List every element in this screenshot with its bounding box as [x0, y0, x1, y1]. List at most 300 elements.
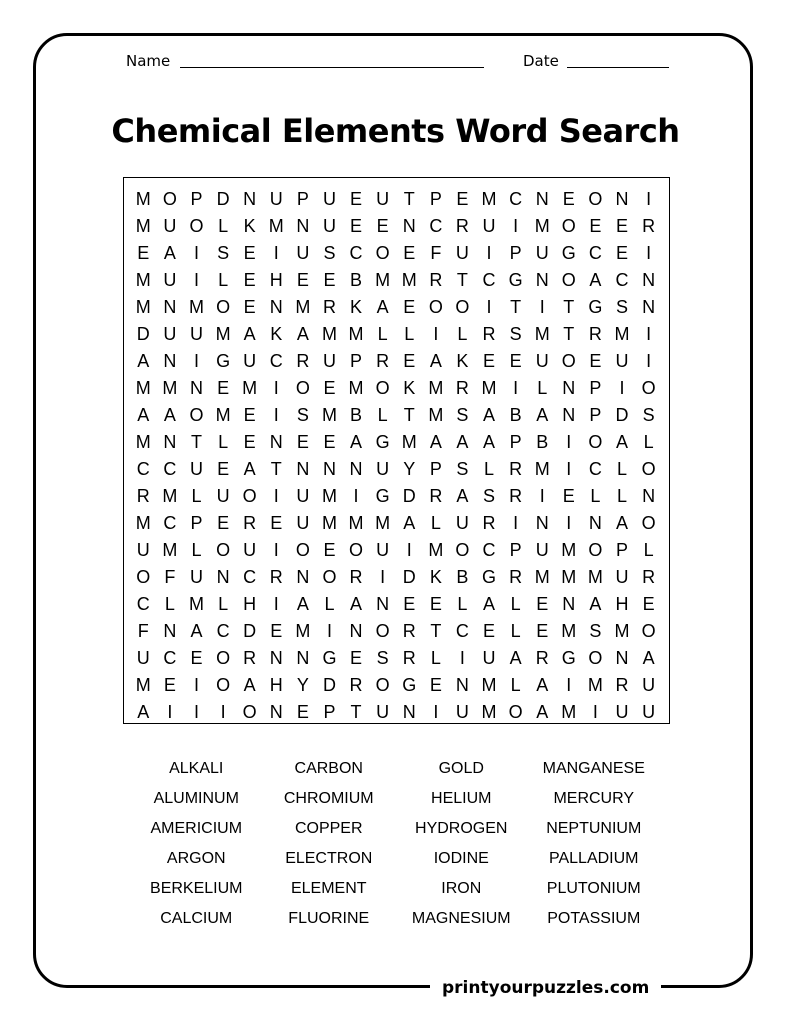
grid-letter[interactable]: M: [534, 567, 550, 587]
grid-letter[interactable]: L: [537, 378, 548, 398]
grid-letter[interactable]: M: [215, 324, 231, 344]
grid-letter[interactable]: R: [376, 351, 390, 371]
grid-letter[interactable]: L: [191, 486, 202, 506]
grid-letter[interactable]: H: [615, 594, 629, 614]
grid-letter[interactable]: L: [218, 270, 229, 290]
grid-letter[interactable]: E: [615, 243, 628, 263]
grid-letter[interactable]: M: [295, 621, 311, 641]
grid-letter[interactable]: E: [376, 216, 389, 236]
grid-letter[interactable]: E: [270, 621, 283, 641]
grid-letter[interactable]: E: [323, 378, 336, 398]
date-line[interactable]: [567, 67, 669, 68]
grid-letter[interactable]: K: [270, 324, 283, 344]
grid-letter[interactable]: O: [322, 567, 337, 587]
grid-letter[interactable]: N: [535, 270, 549, 290]
grid-letter[interactable]: U: [535, 351, 549, 371]
grid-letter[interactable]: E: [190, 648, 203, 668]
grid-letter[interactable]: O: [455, 297, 470, 317]
grid-letter[interactable]: E: [163, 675, 176, 695]
grid-letter[interactable]: G: [561, 243, 576, 263]
grid-letter[interactable]: O: [162, 189, 177, 209]
grid-letter[interactable]: N: [269, 648, 283, 668]
grid-letter[interactable]: O: [561, 216, 576, 236]
grid-letter[interactable]: I: [566, 513, 572, 533]
grid-letter[interactable]: R: [269, 567, 283, 587]
grid-letter[interactable]: E: [403, 351, 416, 371]
grid-letter[interactable]: M: [348, 513, 364, 533]
grid-letter[interactable]: E: [323, 432, 336, 452]
grid-letter[interactable]: I: [619, 378, 625, 398]
grid-letter[interactable]: S: [456, 405, 469, 425]
grid-letter[interactable]: H: [243, 594, 257, 614]
grid-letter[interactable]: K: [456, 351, 469, 371]
grid-letter[interactable]: E: [536, 594, 549, 614]
grid-letter[interactable]: E: [217, 378, 230, 398]
grid-letter[interactable]: U: [243, 351, 257, 371]
grid-letter[interactable]: U: [136, 540, 150, 560]
grid-letter[interactable]: U: [535, 540, 549, 560]
grid-letter[interactable]: A: [536, 675, 549, 695]
grid-letter[interactable]: S: [323, 243, 336, 263]
grid-letter[interactable]: R: [243, 513, 257, 533]
grid-letter[interactable]: T: [430, 621, 442, 641]
grid-letter[interactable]: M: [561, 540, 577, 560]
grid-letter[interactable]: U: [482, 648, 496, 668]
grid-letter[interactable]: L: [616, 459, 627, 479]
grid-letter[interactable]: P: [509, 540, 522, 560]
grid-letter[interactable]: M: [188, 297, 204, 317]
grid-letter[interactable]: A: [483, 594, 496, 614]
grid-letter[interactable]: G: [588, 297, 603, 317]
grid-letter[interactable]: N: [535, 513, 549, 533]
grid-letter[interactable]: O: [375, 378, 390, 398]
grid-letter[interactable]: E: [589, 351, 602, 371]
grid-letter[interactable]: A: [296, 594, 309, 614]
grid-letter[interactable]: P: [509, 243, 522, 263]
grid-letter[interactable]: R: [296, 351, 310, 371]
grid-letter[interactable]: N: [269, 432, 283, 452]
grid-letter[interactable]: A: [536, 405, 549, 425]
grid-letter[interactable]: I: [380, 567, 386, 587]
grid-letter[interactable]: R: [429, 270, 443, 290]
grid-letter[interactable]: E: [456, 189, 469, 209]
grid-letter[interactable]: P: [429, 189, 442, 209]
grid-letter[interactable]: E: [429, 594, 442, 614]
grid-letter[interactable]: M: [321, 486, 337, 506]
grid-letter[interactable]: K: [429, 567, 442, 587]
grid-letter[interactable]: I: [353, 486, 359, 506]
grid-letter[interactable]: L: [324, 594, 335, 614]
grid-letter[interactable]: G: [482, 567, 497, 587]
grid-letter[interactable]: N: [455, 675, 469, 695]
grid-letter[interactable]: E: [403, 297, 416, 317]
grid-letter[interactable]: R: [322, 297, 336, 317]
grid-letter[interactable]: S: [642, 405, 655, 425]
grid-letter[interactable]: N: [163, 351, 177, 371]
grid-letter[interactable]: M: [375, 270, 391, 290]
grid-letter[interactable]: M: [481, 702, 497, 722]
grid-letter[interactable]: K: [243, 216, 256, 236]
grid-letter[interactable]: U: [535, 243, 549, 263]
grid-letter[interactable]: M: [614, 324, 630, 344]
grid-letter[interactable]: A: [483, 405, 496, 425]
grid-letter[interactable]: T: [350, 702, 362, 722]
grid-letter[interactable]: C: [615, 270, 629, 290]
grid-letter[interactable]: A: [296, 324, 309, 344]
grid-letter[interactable]: M: [375, 513, 391, 533]
grid-letter[interactable]: N: [402, 216, 416, 236]
grid-letter[interactable]: M: [135, 513, 151, 533]
grid-letter[interactable]: K: [350, 297, 363, 317]
grid-letter[interactable]: I: [273, 594, 279, 614]
grid-letter[interactable]: O: [588, 432, 603, 452]
grid-letter[interactable]: A: [456, 432, 469, 452]
grid-letter[interactable]: E: [243, 243, 256, 263]
grid-letter[interactable]: L: [377, 405, 388, 425]
grid-letter[interactable]: O: [216, 540, 231, 560]
grid-letter[interactable]: M: [587, 567, 603, 587]
grid-letter[interactable]: Y: [296, 675, 309, 695]
grid-letter[interactable]: U: [376, 702, 390, 722]
grid-letter[interactable]: O: [641, 459, 656, 479]
grid-letter[interactable]: M: [534, 216, 550, 236]
grid-letter[interactable]: E: [296, 432, 309, 452]
grid-letter[interactable]: S: [483, 486, 496, 506]
grid-letter[interactable]: I: [406, 540, 412, 560]
grid-letter[interactable]: A: [190, 621, 203, 641]
grid-letter[interactable]: R: [349, 567, 363, 587]
grid-letter[interactable]: U: [376, 540, 390, 560]
grid-letter[interactable]: I: [539, 486, 545, 506]
grid-letter[interactable]: R: [535, 648, 549, 668]
grid-letter[interactable]: N: [163, 621, 177, 641]
grid-letter[interactable]: N: [296, 459, 310, 479]
grid-letter[interactable]: P: [350, 351, 363, 371]
grid-letter[interactable]: U: [296, 513, 310, 533]
grid-letter[interactable]: E: [642, 594, 655, 614]
grid-letter[interactable]: R: [642, 216, 656, 236]
grid-letter[interactable]: P: [190, 189, 203, 209]
grid-letter[interactable]: C: [136, 594, 150, 614]
grid-letter[interactable]: I: [193, 270, 199, 290]
grid-letter[interactable]: N: [535, 189, 549, 209]
grid-letter[interactable]: A: [243, 324, 256, 344]
grid-letter[interactable]: Y: [403, 459, 416, 479]
grid-letter[interactable]: S: [217, 243, 230, 263]
name-line[interactable]: [180, 67, 484, 68]
grid-letter[interactable]: M: [534, 459, 550, 479]
grid-letter[interactable]: O: [641, 621, 656, 641]
grid-letter[interactable]: N: [163, 297, 177, 317]
grid-letter[interactable]: M: [162, 540, 178, 560]
grid-letter[interactable]: T: [456, 270, 468, 290]
grid-letter[interactable]: I: [486, 243, 492, 263]
grid-letter[interactable]: E: [243, 405, 256, 425]
grid-letter[interactable]: N: [588, 513, 602, 533]
grid-letter[interactable]: O: [561, 270, 576, 290]
grid-letter[interactable]: A: [350, 432, 363, 452]
grid-letter[interactable]: L: [510, 621, 521, 641]
grid-letter[interactable]: L: [430, 648, 441, 668]
grid-letter[interactable]: N: [615, 648, 629, 668]
grid-letter[interactable]: E: [350, 648, 363, 668]
grid-letter[interactable]: N: [562, 594, 576, 614]
grid-letter[interactable]: D: [615, 405, 629, 425]
grid-letter[interactable]: C: [509, 189, 523, 209]
grid-letter[interactable]: B: [350, 405, 363, 425]
grid-letter[interactable]: I: [273, 486, 279, 506]
grid-letter[interactable]: N: [642, 486, 656, 506]
grid-letter[interactable]: R: [482, 324, 496, 344]
grid-letter[interactable]: U: [615, 702, 629, 722]
grid-letter[interactable]: A: [137, 351, 150, 371]
grid-letter[interactable]: E: [536, 621, 549, 641]
grid-letter[interactable]: P: [429, 459, 442, 479]
grid-letter[interactable]: I: [513, 513, 519, 533]
grid-letter[interactable]: O: [349, 540, 364, 560]
grid-letter[interactable]: I: [193, 351, 199, 371]
grid-letter[interactable]: D: [402, 486, 416, 506]
grid-letter[interactable]: F: [164, 567, 176, 587]
grid-letter[interactable]: E: [562, 189, 575, 209]
grid-letter[interactable]: I: [566, 459, 572, 479]
grid-letter[interactable]: O: [216, 297, 231, 317]
grid-letter[interactable]: N: [216, 567, 230, 587]
grid-letter[interactable]: O: [588, 648, 603, 668]
grid-letter[interactable]: U: [136, 648, 150, 668]
grid-letter[interactable]: I: [273, 540, 279, 560]
grid-letter[interactable]: M: [348, 378, 364, 398]
grid-letter[interactable]: I: [486, 297, 492, 317]
grid-letter[interactable]: C: [349, 243, 363, 263]
grid-letter[interactable]: U: [296, 486, 310, 506]
grid-letter[interactable]: E: [483, 351, 496, 371]
grid-letter[interactable]: A: [137, 702, 150, 722]
grid-letter[interactable]: H: [269, 270, 283, 290]
grid-letter[interactable]: R: [402, 621, 416, 641]
grid-letter[interactable]: G: [322, 648, 337, 668]
grid-letter[interactable]: N: [269, 702, 283, 722]
grid-letter[interactable]: H: [269, 675, 283, 695]
grid-letter[interactable]: M: [428, 540, 444, 560]
grid-letter[interactable]: O: [189, 405, 204, 425]
grid-letter[interactable]: A: [456, 486, 469, 506]
grid-letter[interactable]: K: [403, 378, 416, 398]
grid-letter[interactable]: A: [589, 270, 602, 290]
grid-letter[interactable]: N: [642, 297, 656, 317]
grid-letter[interactable]: A: [243, 675, 256, 695]
grid-letter[interactable]: M: [295, 297, 311, 317]
grid-letter[interactable]: N: [402, 702, 416, 722]
grid-letter[interactable]: R: [642, 567, 656, 587]
grid-letter[interactable]: N: [349, 621, 363, 641]
grid-letter[interactable]: A: [429, 432, 442, 452]
grid-letter[interactable]: L: [510, 594, 521, 614]
grid-letter[interactable]: I: [193, 675, 199, 695]
grid-letter[interactable]: G: [375, 486, 390, 506]
grid-letter[interactable]: L: [643, 540, 654, 560]
grid-letter[interactable]: R: [402, 648, 416, 668]
grid-letter[interactable]: I: [193, 702, 199, 722]
grid-letter[interactable]: N: [376, 594, 390, 614]
grid-letter[interactable]: U: [269, 189, 283, 209]
grid-letter[interactable]: P: [589, 378, 602, 398]
grid-letter[interactable]: I: [646, 351, 652, 371]
grid-letter[interactable]: S: [456, 459, 469, 479]
grid-letter[interactable]: M: [135, 378, 151, 398]
grid-letter[interactable]: I: [193, 243, 199, 263]
grid-letter[interactable]: I: [326, 621, 332, 641]
grid-letter[interactable]: M: [481, 675, 497, 695]
grid-letter[interactable]: M: [135, 432, 151, 452]
grid-letter[interactable]: U: [243, 540, 257, 560]
grid-letter[interactable]: L: [191, 540, 202, 560]
grid-letter[interactable]: C: [163, 513, 177, 533]
grid-letter[interactable]: M: [215, 405, 231, 425]
grid-letter[interactable]: E: [217, 513, 230, 533]
grid-letter[interactable]: M: [481, 189, 497, 209]
grid-letter[interactable]: U: [642, 675, 656, 695]
grid-letter[interactable]: M: [614, 621, 630, 641]
grid-letter[interactable]: E: [323, 270, 336, 290]
grid-letter[interactable]: R: [509, 486, 523, 506]
grid-letter[interactable]: C: [429, 216, 443, 236]
grid-letter[interactable]: U: [322, 189, 336, 209]
grid-letter[interactable]: E: [350, 216, 363, 236]
grid-letter[interactable]: N: [269, 297, 283, 317]
grid-letter[interactable]: O: [375, 243, 390, 263]
grid-letter[interactable]: I: [646, 189, 652, 209]
grid-letter[interactable]: S: [296, 405, 309, 425]
grid-letter[interactable]: A: [589, 594, 602, 614]
grid-letter[interactable]: R: [455, 378, 469, 398]
grid-letter[interactable]: O: [508, 702, 523, 722]
grid-letter[interactable]: E: [296, 702, 309, 722]
grid-letter[interactable]: L: [616, 486, 627, 506]
grid-letter[interactable]: C: [455, 621, 469, 641]
grid-letter[interactable]: D: [402, 567, 416, 587]
grid-letter[interactable]: I: [273, 378, 279, 398]
grid-letter[interactable]: B: [350, 270, 363, 290]
grid-letter[interactable]: L: [457, 324, 468, 344]
grid-letter[interactable]: A: [536, 702, 549, 722]
grid-letter[interactable]: C: [588, 243, 602, 263]
grid-letter[interactable]: S: [589, 621, 602, 641]
grid-letter[interactable]: I: [167, 702, 173, 722]
grid-letter[interactable]: C: [269, 351, 283, 371]
grid-letter[interactable]: N: [296, 648, 310, 668]
grid-letter[interactable]: U: [189, 324, 203, 344]
grid-letter[interactable]: F: [430, 243, 442, 263]
grid-letter[interactable]: U: [189, 459, 203, 479]
grid-letter[interactable]: E: [323, 540, 336, 560]
grid-letter[interactable]: D: [136, 324, 150, 344]
grid-letter[interactable]: I: [273, 243, 279, 263]
grid-letter[interactable]: T: [403, 405, 415, 425]
grid-letter[interactable]: P: [190, 513, 203, 533]
grid-letter[interactable]: E: [243, 297, 256, 317]
grid-letter[interactable]: I: [566, 675, 572, 695]
grid-letter[interactable]: A: [509, 648, 522, 668]
grid-letter[interactable]: O: [242, 486, 257, 506]
grid-letter[interactable]: U: [163, 270, 177, 290]
grid-letter[interactable]: U: [455, 513, 469, 533]
grid-letter[interactable]: R: [509, 567, 523, 587]
grid-letter[interactable]: A: [429, 351, 442, 371]
grid-letter[interactable]: E: [429, 675, 442, 695]
grid-letter[interactable]: I: [220, 702, 226, 722]
grid-letter[interactable]: I: [646, 324, 652, 344]
grid-letter[interactable]: U: [615, 351, 629, 371]
grid-letter[interactable]: M: [162, 378, 178, 398]
grid-letter[interactable]: O: [216, 675, 231, 695]
grid-letter[interactable]: L: [218, 594, 229, 614]
grid-letter[interactable]: M: [534, 324, 550, 344]
grid-letter[interactable]: M: [561, 567, 577, 587]
grid-letter[interactable]: O: [189, 216, 204, 236]
grid-letter[interactable]: A: [137, 405, 150, 425]
grid-letter[interactable]: M: [428, 405, 444, 425]
grid-letter[interactable]: C: [588, 459, 602, 479]
grid-letter[interactable]: L: [484, 459, 495, 479]
grid-letter[interactable]: P: [296, 189, 309, 209]
grid-letter[interactable]: M: [135, 270, 151, 290]
grid-letter[interactable]: U: [216, 486, 230, 506]
grid-letter[interactable]: D: [243, 621, 257, 641]
grid-letter[interactable]: D: [322, 675, 336, 695]
grid-letter[interactable]: M: [401, 432, 417, 452]
grid-letter[interactable]: O: [641, 513, 656, 533]
grid-letter[interactable]: E: [562, 486, 575, 506]
grid-letter[interactable]: N: [322, 459, 336, 479]
grid-letter[interactable]: E: [589, 216, 602, 236]
grid-letter[interactable]: C: [163, 459, 177, 479]
grid-letter[interactable]: I: [459, 648, 465, 668]
grid-letter[interactable]: E: [270, 513, 283, 533]
grid-letter[interactable]: U: [163, 216, 177, 236]
grid-letter[interactable]: O: [295, 540, 310, 560]
grid-letter[interactable]: A: [615, 513, 628, 533]
grid-letter[interactable]: G: [508, 270, 523, 290]
grid-letter[interactable]: N: [243, 189, 257, 209]
grid-letter[interactable]: U: [642, 702, 656, 722]
grid-letter[interactable]: C: [136, 459, 150, 479]
grid-letter[interactable]: T: [403, 189, 415, 209]
grid-letter[interactable]: E: [509, 351, 522, 371]
grid-letter[interactable]: E: [483, 621, 496, 641]
grid-letter[interactable]: O: [428, 297, 443, 317]
grid-letter[interactable]: L: [164, 594, 175, 614]
grid-letter[interactable]: I: [513, 378, 519, 398]
grid-letter[interactable]: E: [243, 432, 256, 452]
grid-letter[interactable]: I: [539, 297, 545, 317]
grid-letter[interactable]: B: [509, 405, 522, 425]
grid-letter[interactable]: P: [509, 432, 522, 452]
grid-letter[interactable]: N: [296, 216, 310, 236]
grid-letter[interactable]: I: [433, 702, 439, 722]
grid-letter[interactable]: A: [403, 513, 416, 533]
grid-letter[interactable]: L: [457, 594, 468, 614]
grid-letter[interactable]: M: [428, 378, 444, 398]
grid-letter[interactable]: E: [403, 594, 416, 614]
grid-letter[interactable]: A: [163, 243, 176, 263]
grid-letter[interactable]: I: [646, 243, 652, 263]
grid-letter[interactable]: D: [216, 189, 230, 209]
grid-letter[interactable]: L: [430, 513, 441, 533]
grid-letter[interactable]: N: [642, 270, 656, 290]
grid-letter[interactable]: M: [188, 594, 204, 614]
grid-letter[interactable]: M: [321, 324, 337, 344]
